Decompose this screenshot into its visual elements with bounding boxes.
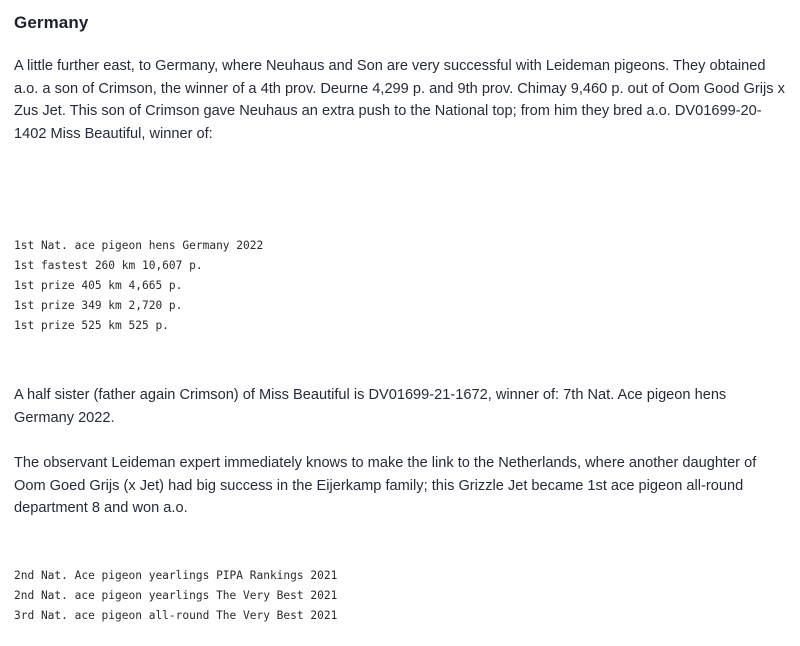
paragraph-half-sister: A half sister (father again Crimson) of Miss Beautiful is DV01699-21-1672, winner of: 7th Nat. Ace pigeon hens Germany 2022.: [14, 387, 727, 426]
result-line: 2nd Nat. Ace pigeon yearlings PIPA Rankings 2021: [14, 569, 338, 582]
result-line: 1st prize 349 km 2,720 p.: [14, 299, 183, 312]
results-list-grizzle-jet: [14, 566, 790, 626]
result-line: 3rd Nat. ace pigeon all-round The Very Best 2021: [14, 609, 338, 622]
result-line: 1st prize 525 km 525 p.: [14, 319, 169, 332]
paragraph-grizzle-jet: The observant Leideman expert immediately knows to make the link to the Netherlands, where another daughter of Oom Goed Grijs (x Jet) had big success in the Eijerkamp family; this Grizzle Jet became 1st ace pigeon all-round department 8 and won a.o.: [14, 455, 757, 516]
result-line: 1st prize 405 km 4,665 p.: [14, 279, 183, 292]
paragraph-neuhaus: A little further east, to Germany, where Neuhaus and Son are very successful with Leideman pigeons. They obtained a.o. a son of Crimson, the winner of a 4th prov. Deurne 4,299 p. and 9th prov. Chimay 9,460 p. out of Oom Good Grijs x Zus Jet. This son of Crimson gave Neuhaus an extra push to the National top; from him they bred a.o. DV01699-20-1402 Miss Beautiful, winner of:: [14, 58, 785, 142]
result-line: 1st Nat. ace pigeon hens Germany 2022: [14, 239, 264, 252]
result-line: 1st fastest 260 km 10,607 p.: [14, 259, 203, 272]
section-heading: Germany: [14, 13, 89, 32]
result-line: 2nd Nat. ace pigeon yearlings The Very Best 2021: [14, 589, 338, 602]
results-list-miss-beautiful: [14, 236, 790, 336]
